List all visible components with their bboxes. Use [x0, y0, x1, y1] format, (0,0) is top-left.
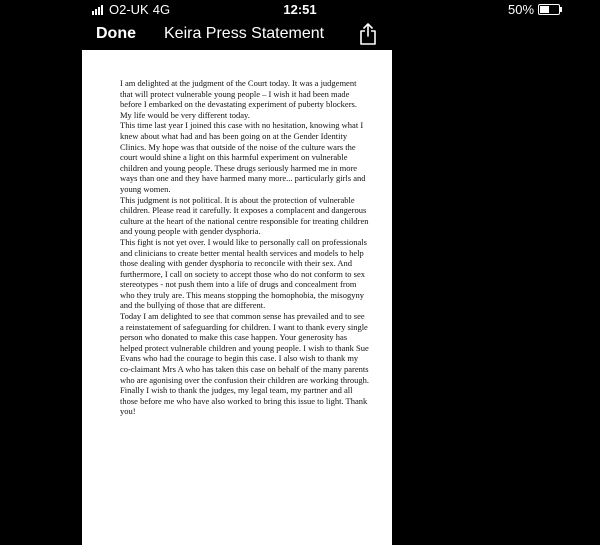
- network-type: 4G: [152, 2, 171, 17]
- document-title: Keira Press Statement: [164, 25, 325, 42]
- paragraph: This judgment is not political. It is about the protection of vulnerable children. Please read it carefully. It exposes a complacent and dangerous culture at the heart of the national centre responsible for treating children and young people with gender dysphoria.: [120, 194, 369, 237]
- share-button[interactable]: [358, 23, 378, 45]
- battery-icon: [538, 4, 560, 15]
- status-bar: [0, 0, 600, 18]
- share-icon: [358, 23, 378, 45]
- paragraph: This time last year I joined this case with no hesitation, knowing what I knew about what had and has been going on at the Gender Identity Clinics. My hope was that outside of the noise of the culture wars the court would shine a light on this harmful experiment on vulnerable children and young people. These drugs seriously harmed me in more ways than one and they have harmed many more... particularly girls and young women.: [120, 120, 366, 194]
- battery-info: [508, 2, 560, 17]
- navigation-bar: [82, 18, 392, 50]
- battery-percent: 50%: [508, 2, 535, 17]
- paragraph: Today I am delighted to see that common sense has prevailed and to see a reinstatement of safeguarding for children. I want to thank every single person who donated to make this case happen. Your generosity has helped protect vulnerable children and young people. I wish to thank Sue Evans who had the courage to begin this case. I also wish to thank my co-claimant Mrs A who has taken this case on behalf of the many parents who are agonising over the confusion their children are working through. Finally I wish to thank the judges, my legal team, my partner and all those before me who have also worked to bring this issue to light. Thank you!: [120, 311, 370, 417]
- paragraph: This fight is not yet over. I would like to personally call on professionals and clinicians to create better mental health services and models to help those dealing with gender dysphoria to reconcile with their sex. And furthermore, I call on society to accept those who do not conform to sex stereotypes - not push them into a life of drugs and concealment from who they truly are. This means stopping the homophobia, the misogyny and the bullying of those that are different.: [120, 236, 367, 311]
- carrier-name: O2-UK: [109, 2, 149, 17]
- paragraph: I am delighted at the judgment of the Court today. It was a judgement that will protect vulnerable young people – I wish it had been made before I embarked on the devastating experiment of puberty blockers. My life would be very different today.: [120, 78, 357, 120]
- press-statement-text: [120, 78, 370, 417]
- status-time: 12:51: [283, 2, 317, 17]
- done-button[interactable]: Done: [96, 25, 136, 42]
- document-page[interactable]: [82, 50, 392, 545]
